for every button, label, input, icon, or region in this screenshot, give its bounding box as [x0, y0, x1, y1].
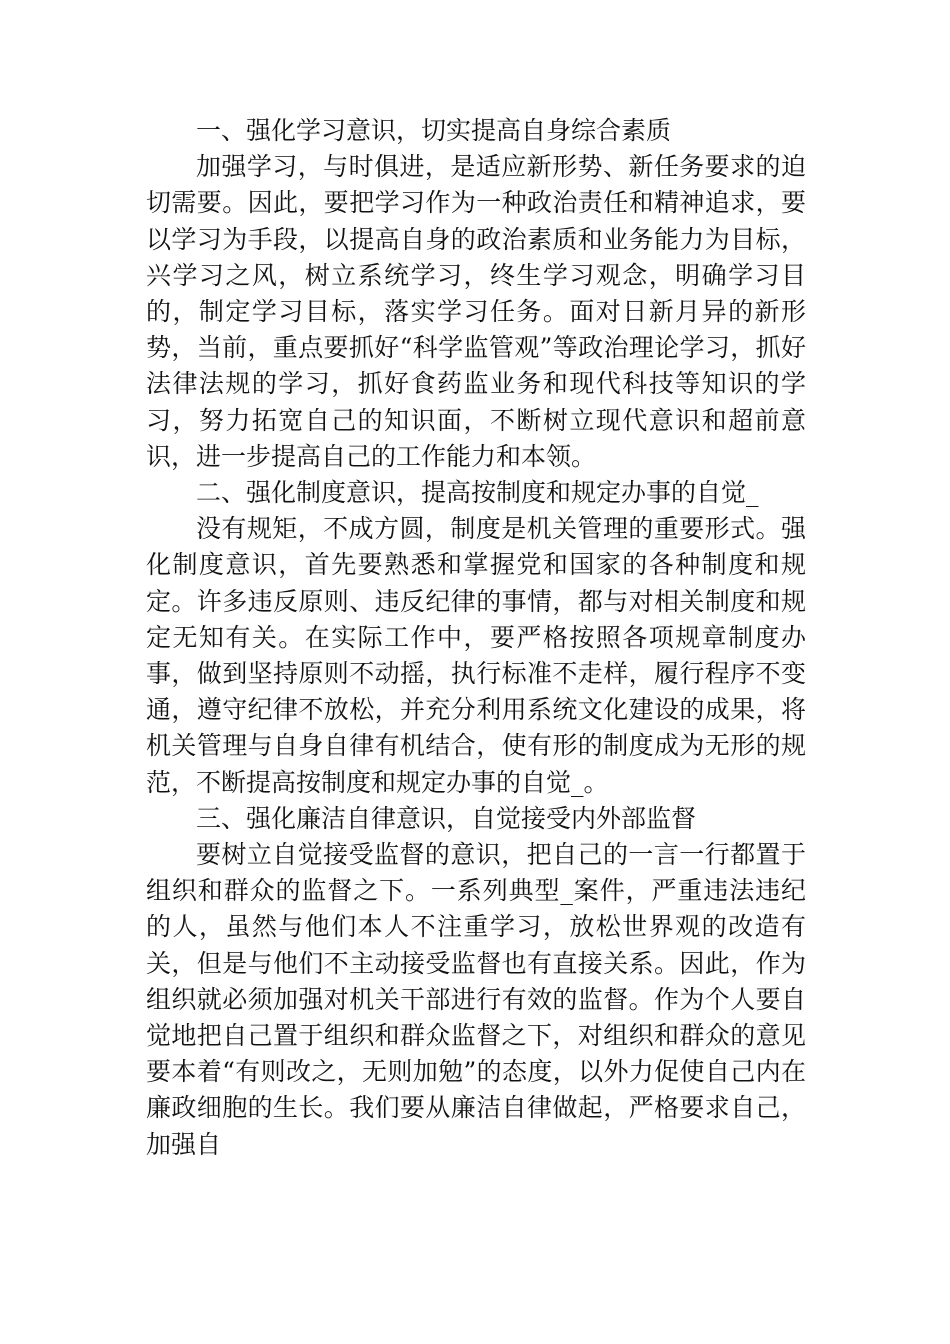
section-heading-2: 二、强化制度意识，提高按制度和规定办事的自觉_ — [196, 478, 759, 508]
document-body — [146, 113, 806, 1163]
section-heading-3: 三、强化廉洁自律意识，自觉接受内外部监督 — [196, 803, 697, 833]
paragraph-3: 要树立自觉接受监督的意识，把自己的一言一行都置于组织和群众的监督之下。一系列典型_案件，严重违法违纪的人，虽然与他们本人不注重学习，放松世界观的改造有关，但是与他们不主动接受监督也有直接关系。因此，作为组织就必须加强对机关干部进行有效的监督。作为个人要自觉地把自己置于组织和群众监督之下，对组织和群众的意见要本着“有则改之，无则加勉”的态度，以外力促使自己内在廉政细胞的生长。我们要从廉洁自律做起，严格要求自己，加强自 — [146, 840, 806, 1159]
section-heading-1: 一、强化学习意识，切实提高自身综合素质 — [196, 116, 672, 145]
paragraph-1: 加强学习，与时俱进，是适应新形势、新任务要求的迫切需要。因此，要把学习作为一种政治责任和精神追求，要以学习为手段，以提高自身的政治素质和业务能力为目标，兴学习之风，树立系统学习，终生学习观念，明确学习目的，制定学习目标，落实学习任务。面对日新月异的新形势，当前，重点要抓好“科学监管观”等政治理论学习，抓好法律法规的学习，抓好食药监业务和现代科技等知识的学习，努力拓宽自己的知识面，不断树立现代意识和超前意识，进一步提高自己的工作能力和本领。 — [146, 152, 806, 471]
paragraph-2: 没有规矩，不成方圆，制度是机关管理的重要形式。强化制度意识，首先要熟悉和掌握党和国家的各种制度和规定。许多违反原则、违反纪律的事情，都与对相关制度和规定无知有关。在实际工作中，要严格按照各项规章制度办事，做到坚持原则不动摇，执行标准不走样，履行程序不变通，遵守纪律不放松，并充分利用系统文化建设的成果，将机关管理与自身自律有机结合，使有形的制度成为无形的规范，不断提高按制度和规定办事的自觉_。 — [146, 514, 806, 797]
